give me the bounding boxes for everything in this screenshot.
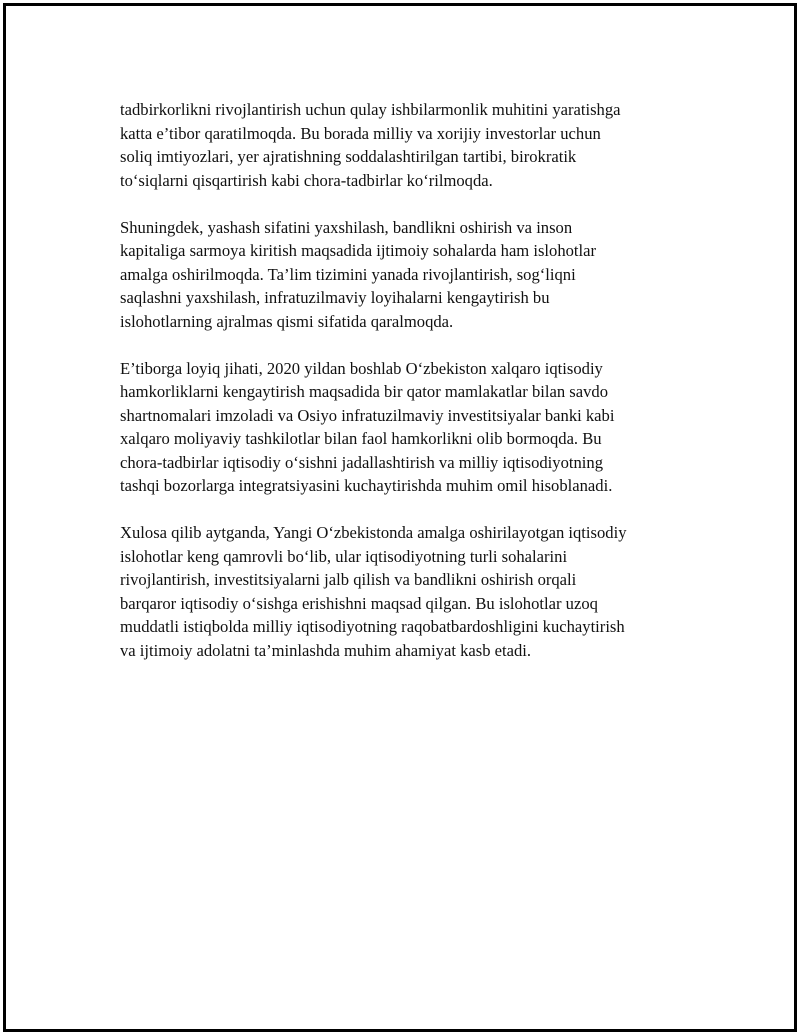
paragraph-1 (120, 98, 700, 192)
text-line: muddatli istiqbolda milliy iqtisodiyotning raqobatbardoshligini kuchaytirish (120, 617, 625, 636)
text-line: kapitaliga sarmoya kiritish maqsadida ijtimoiy sohalarda ham islohotlar (120, 241, 597, 260)
text-line: hamkorliklarni kengaytirish maqsadida bir qator mamlakatlar bilan savdo (120, 382, 608, 401)
text-line: E’tiborga loyiq jihati, 2020 yildan boshlab O‘zbekiston xalqaro iqtisodiy (120, 358, 603, 378)
text-line: xalqaro moliyaviy tashkilotlar bilan faol hamkorlikni olib bormoqda. Bu (120, 429, 602, 448)
paragraph-2 (120, 216, 700, 334)
text-line: saqlashni yaxshilash, infratuzilmaviy loyihalarni kengaytirish bu (120, 288, 550, 307)
text-line: rivojlantirish, investitsiyalarni jalb qilish va bandlikni oshirish orqali (120, 570, 577, 589)
text-line: va ijtimoiy adolatni ta’minlashda muhim ahamiyat kasb etadi. (120, 640, 532, 660)
text-line: Xulosa qilib aytganda, Yangi O‘zbekistonda amalga oshirilayotgan iqtisodiy (120, 523, 627, 542)
text-line: chora-tadbirlar iqtisodiy o‘sishni jadallashtirish va milliy iqtisodiyotning (120, 452, 604, 472)
page-frame (3, 3, 797, 1032)
text-line: islohotlar keng qamrovli bo‘lib, ular iqtisodiyotning turli sohalarini (120, 546, 568, 566)
text-line: katta e’tibor qaratilmoqda. Bu borada milliy va xorijiy investorlar uchun (120, 123, 601, 143)
text-line: amalga oshirilmoqda. Ta’lim tizimini yanada rivojlantirish, sog‘liqni (120, 264, 576, 284)
text-line: Shuningdek, yashash sifatini yaxshilash, bandlikni oshirish va inson (120, 217, 573, 237)
text-line: to‘siqlarni qisqartirish kabi chora-tadbirlar ko‘rilmoqda. (120, 170, 493, 190)
text-line: islohotlarning ajralmas qismi sifatida qaralmoqda. (120, 311, 454, 331)
text-line: tadbirkorlikni rivojlantirish uchun qulay ishbilarmonlik muhitini yaratishga (120, 100, 621, 119)
paragraph-4 (120, 521, 700, 662)
text-line: barqaror iqtisodiy o‘sishga erishishni maqsad qilgan. Bu islohotlar uzoq (120, 593, 598, 613)
paragraph-3 (120, 357, 700, 498)
text-line: shartnomalari imzoladi va Osiyo infratuzilmaviy investitsiyalar banki kabi (120, 405, 615, 425)
text-line: tashqi bozorlarga integratsiyasini kuchaytirishda muhim omil hisoblanadi. (120, 476, 613, 495)
text-line: soliq imtiyozlari, yer ajratishning soddalashtirilgan tartibi, birokratik (120, 147, 577, 166)
document-body (120, 98, 700, 686)
